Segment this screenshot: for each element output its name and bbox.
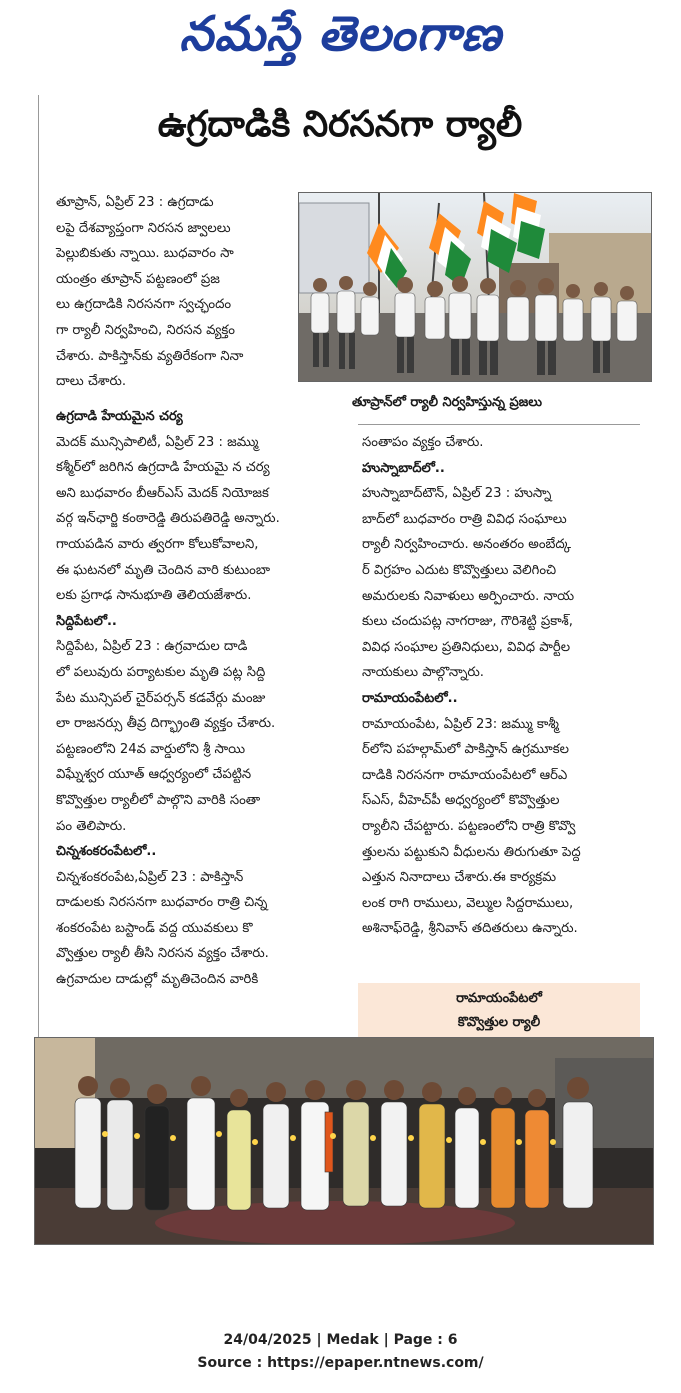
headline: ఉగ్రదాడికి నిరసనగా ర్యాలీ: [157, 104, 523, 145]
medak-line: మెదక్ మున్సిపాలిటీ, ఏప్రిల్ 23 : జమ్ము: [56, 434, 259, 450]
ramayampet-line: ర్‌లోని పహల్గామ్‌లో పాకిస్తాన్ ఉగ్రమూకల: [362, 742, 569, 758]
lead-line: దాలు చేశారు.: [56, 374, 127, 390]
husnabad-line: ర్యాలీ నిర్వహించారు. అనంతరం అంబేద్క: [362, 537, 572, 553]
lead-line: యంత్రం తూప్రాన్ పట్టణంలో ప్రజ: [56, 271, 220, 287]
ramayampet-line: రామాయంపేట, ఏప్రిల్ 23: జమ్ము కాశ్మీ: [362, 716, 559, 732]
siddipet-line: విఘ్నేశ్వర యూత్ ఆధ్వర్యంలో చేపట్టిన: [56, 767, 252, 783]
medak-line: అని బుధవారం బీఆర్ఎస్ మెదక్ నియోజక: [56, 485, 269, 501]
rally-photo: [298, 192, 652, 382]
siddipet-line: కొవ్వొత్తుల ర్యాలీలో పాల్గొని వారికి సంతా: [56, 792, 261, 808]
lead-line: లు ఉగ్రదాడికి నిరసనగా స్వచ్ఛందం: [56, 297, 232, 313]
chinna-line: వ్వొత్తుల ర్యాలీ తీసి నిరసన వ్యక్తం చేశారు.: [56, 946, 269, 962]
candle-rally-photo-image: [35, 1038, 653, 1244]
lead-line: లపై దేశవ్యాప్తంగా నిరసన జ్వాలలు: [56, 220, 231, 236]
left-margin-rule: [38, 95, 39, 1045]
caption-box-line: కొవ్వొత్తుల ర్యాలీ: [457, 1015, 541, 1030]
rally-photo-image: [299, 193, 651, 381]
husnabad-line: వివిధ సంఘాల ప్రతినిధులు, వివిధ పార్టీల: [362, 639, 571, 655]
lead-line: గా ర్యాలీ నిర్వహించి, నిరసన వ్యక్తం: [56, 322, 235, 338]
medak-line: లకు ప్రగాఢ సానుభూతి తెలియజేశారు.: [56, 588, 252, 604]
medak-line: గాయపడిన వారు త్వరగా కోలుకోవాలని,: [56, 536, 259, 552]
section-heading-ramayampet: రామాయంపేటలో..: [362, 690, 458, 706]
husnabad-line: అమరులకు నివాళులు అర్పించారు. నాయ: [362, 588, 575, 604]
ramayampet-line: లంక రాగి రాములు, వెల్ముల సిద్దరాములు,: [362, 895, 574, 911]
lead-line: చేశారు. పాకిస్తాన్‌కు వ్యతిరేకంగా నినా: [56, 348, 244, 364]
candle-rally-caption-box: [358, 983, 640, 1037]
lead-paragraph: [56, 190, 292, 395]
lead-line: పెల్లుబికుతు న్నాయి. బుధవారం సా: [56, 246, 234, 262]
masthead: [0, 0, 681, 82]
footer-date-line: 24/04/2025 | Medak | Page : 6: [223, 1332, 458, 1348]
siddipet-line: పం తెలిపారు.: [56, 818, 127, 834]
medak-line: వర్గ ఇన్‌ఛార్జి కంఠారెడ్డి తిరుపతిరెడ్డి అన్నారు.: [56, 511, 280, 527]
section-heading-chinna: చిన్నశంకరంపేటలో..: [56, 844, 157, 860]
lead-line: తూప్రాన్, ఏప్రిల్ 23 : ఉగ్రదాడు: [56, 195, 214, 210]
husnabad-line: బాద్‌లో బుధవారం రాత్రి వివిధ సంఘాలు: [362, 511, 567, 527]
husnabad-line: నాయకులు పాల్గొన్నారు.: [362, 665, 484, 681]
section-heading-medak: ఉగ్రదాడి హేయమైన చర్య: [56, 409, 183, 424]
caption-rule: [358, 424, 640, 425]
husnabad-line: ర్ విగ్రహం ఎదుట కొవ్వొత్తులు వెలిగించి: [362, 562, 557, 578]
siddipet-line: లా రాజనర్సు తీవ్ర దిగ్భ్రాంతి వ్యక్తం చేశారు.: [56, 716, 276, 732]
chinna-line: దాడులకు నిరసనగా బుధవారం రాత్రి చిన్న: [56, 895, 268, 911]
candle-rally-photo: [34, 1037, 654, 1245]
footer-source-line: Source : https://epaper.ntnews.com/: [197, 1355, 484, 1371]
masthead-title: నమస్తే తెలంగాణ: [179, 6, 502, 62]
ramayampet-line: ఎత్తున నినాదాలు చేశారు.ఈ కార్యక్రమ: [362, 870, 557, 886]
left-column: [56, 404, 351, 993]
rally-photo-caption: తూప్రాన్‌లో ర్యాలీ నిర్వహిస్తున్న ప్రజలు: [352, 395, 542, 410]
medak-line: ఈ ఘటనలో మృతి చెందిన వారి కుటుంబా: [56, 562, 270, 578]
siddipet-line: పేట మున్సిపల్ చైర్‌పర్సన్ కడవేర్గు మంజు: [56, 690, 266, 706]
right-column: [362, 430, 652, 942]
right-first-line: సంతాపం వ్యక్తం చేశారు.: [362, 435, 484, 450]
ramayampet-line: అశినాఫ్‌రెడ్డి, శ్రీనివాస్ తదితరులు ఉన్నారు.: [362, 921, 578, 937]
medak-line: కశ్మీర్‌లో జరిగిన ఉగ్రదాడి హేయమై న చర్య: [56, 460, 270, 476]
husnabad-line: కులు చందుపట్ల నాగరాజు, గౌరిశెట్టి ప్రకాశ్,: [362, 614, 573, 630]
ramayampet-line: స్ఎస్, వీహెచ్‌పీ అధ్వర్యంలో కొవ్వొత్తుల: [362, 793, 560, 809]
chinna-line: శంకరంపేట బస్టాండ్ వద్ద యువకులు కొ: [56, 920, 253, 936]
section-heading-husnabad: హుస్నాబాద్‌లో..: [362, 460, 445, 476]
ramayampet-line: దాడికి నిరసనగా రామాయంపేటలో ఆర్ఎ: [362, 767, 568, 783]
siddipet-line: సిద్దిపేట, ఏప్రిల్ 23 : ఉగ్రవాదుల దాడి: [56, 639, 248, 655]
chinna-line: ఉగ్రవాదుల దాడుల్లో మృతిచెందిన వారికి: [56, 972, 259, 988]
section-heading-siddipet: సిద్దిపేటలో..: [56, 613, 117, 629]
caption-box-line: రామాయంపేటలో: [456, 991, 542, 1006]
siddipet-line: పట్టణంలోని 24వ వార్డులోని శ్రీ సాయి: [56, 741, 246, 757]
chinna-line: చిన్నశంకరంపేట,ఏప్రిల్ 23 : పాకిస్తాన్: [56, 869, 244, 885]
ramayampet-line: ర్యాలీని చేపట్టారు. పట్టణంలోని రాత్రి కొవ్వొ: [362, 818, 576, 834]
siddipet-line: లో పలువురు పర్యాటకుల మృతి పట్ల సిద్ది: [56, 664, 266, 680]
ramayampet-line: త్తులను పట్టుకుని వీధులను తిరుగుతూ పెద్ద: [362, 844, 581, 860]
husnabad-line: హుస్నాబాద్‌టౌన్, ఏప్రిల్ 23 : హుస్నా: [362, 486, 552, 502]
